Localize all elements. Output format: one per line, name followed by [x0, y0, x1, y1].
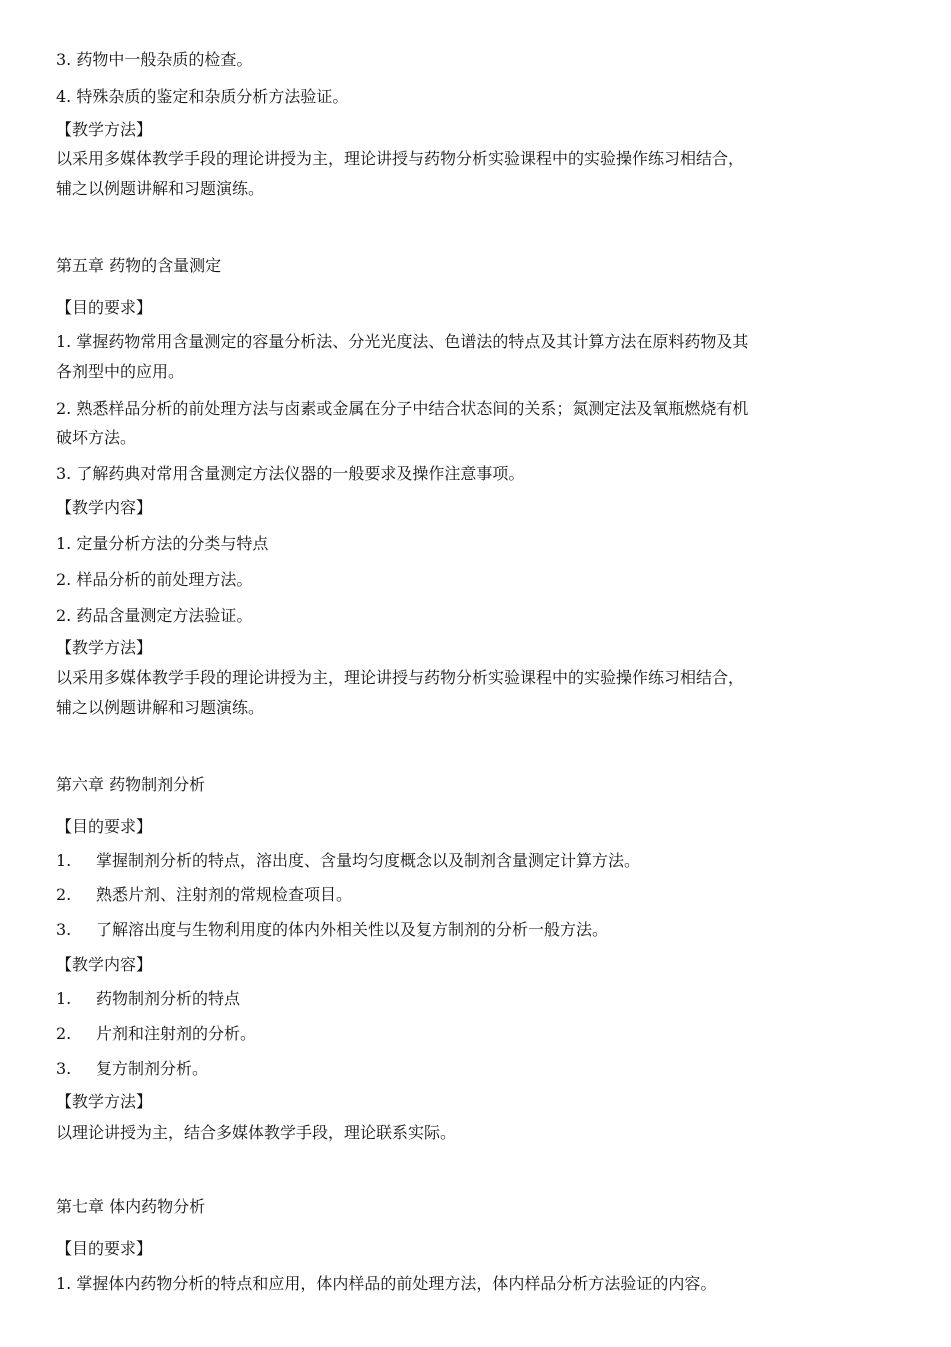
ch6-goal-item: [56, 884, 352, 906]
ch6-goal-text: 熟悉片剂、注射剂的常规检查项目。: [96, 885, 353, 904]
ch6-goal-number: 1.: [56, 851, 72, 870]
section-label-goals: 【目的要求】: [56, 1239, 153, 1258]
ch5-goal-line: 各剂型中的应用。: [56, 362, 185, 381]
ch6-content-item: [56, 988, 240, 1010]
ch6-goal-text: 了解溶出度与生物利用度的体内外相关性以及复方制剂的分析一般方法。: [96, 920, 609, 939]
ch6-goal-number: 3.: [56, 920, 72, 939]
ch5-content-item: 2. 样品分析的前处理方法。: [56, 570, 253, 589]
ch6-method-text: 以理论讲授为主，结合多媒体教学手段，理论联系实际。: [56, 1123, 457, 1142]
ch5-goal-line: 2. 熟悉样品分析的前处理方法与卤素或金属在分子中结合状态间的关系；氮测定法及氧瓶燃烧有机: [56, 399, 749, 418]
method-paragraph-line2: 辅之以例题讲解和习题演练。: [56, 698, 265, 717]
ch6-content-number: 1.: [56, 989, 72, 1008]
intro-item-4: 4. 特殊杂质的鉴定和杂质分析方法验证。: [56, 87, 349, 106]
ch6-content-text: 复方制剂分析。: [96, 1059, 209, 1078]
section-label-method: 【教学方法】: [56, 1092, 153, 1111]
section-label-content: 【教学内容】: [56, 955, 153, 974]
ch5-goal-line: 1. 掌握药物常用含量测定的容量分析法、分光光度法、色谱法的特点及其计算方法在原料药物及其: [56, 332, 749, 351]
intro-item-3: 3. 药物中一般杂质的检查。: [56, 50, 253, 69]
ch6-content-number: 3.: [56, 1059, 72, 1078]
section-label-goals: 【目的要求】: [56, 817, 153, 836]
ch6-content-text: 片剂和注射剂的分析。: [96, 1024, 257, 1043]
ch6-content-item: [56, 1023, 256, 1045]
section-label-content: 【教学内容】: [56, 498, 153, 517]
section-label-goals: 【目的要求】: [56, 298, 153, 317]
ch7-goal-line: 1. 掌握体内药物分析的特点和应用，体内样品的前处理方法，体内样品分析方法验证的内容。: [56, 1274, 717, 1293]
ch6-goal-item: [56, 919, 608, 941]
ch6-goal-item: [56, 850, 640, 872]
ch5-goal-line: 3. 了解药典对常用含量测定方法仪器的一般要求及操作注意事项。: [56, 464, 525, 483]
ch5-goal-line: 破坏方法。: [56, 428, 137, 447]
method-paragraph-line1: 以采用多媒体教学手段的理论讲授为主，理论讲授与药物分析实验课程中的实验操作练习相结合，: [56, 149, 745, 168]
chapter-title-7: 第七章 体内药物分析: [56, 1197, 206, 1216]
section-label-method: 【教学方法】: [56, 120, 153, 139]
section-label-method: 【教学方法】: [56, 638, 153, 657]
ch6-content-item: [56, 1058, 208, 1080]
method-paragraph-line1: 以采用多媒体教学手段的理论讲授为主，理论讲授与药物分析实验课程中的实验操作练习相结合，: [56, 668, 745, 687]
ch6-content-number: 2.: [56, 1024, 72, 1043]
ch5-content-item: 1. 定量分析方法的分类与特点: [56, 534, 269, 553]
ch6-goal-number: 2.: [56, 885, 72, 904]
method-paragraph-line2: 辅之以例题讲解和习题演练。: [56, 179, 265, 198]
chapter-title-5: 第五章 药物的含量测定: [56, 256, 222, 275]
chapter-title-6: 第六章 药物制剂分析: [56, 775, 206, 794]
ch5-content-item: 2. 药品含量测定方法验证。: [56, 606, 253, 625]
ch6-content-text: 药物制剂分析的特点: [96, 989, 241, 1008]
ch6-goal-text: 掌握制剂分析的特点，溶出度、含量均匀度概念以及制剂含量测定计算方法。: [96, 851, 641, 870]
